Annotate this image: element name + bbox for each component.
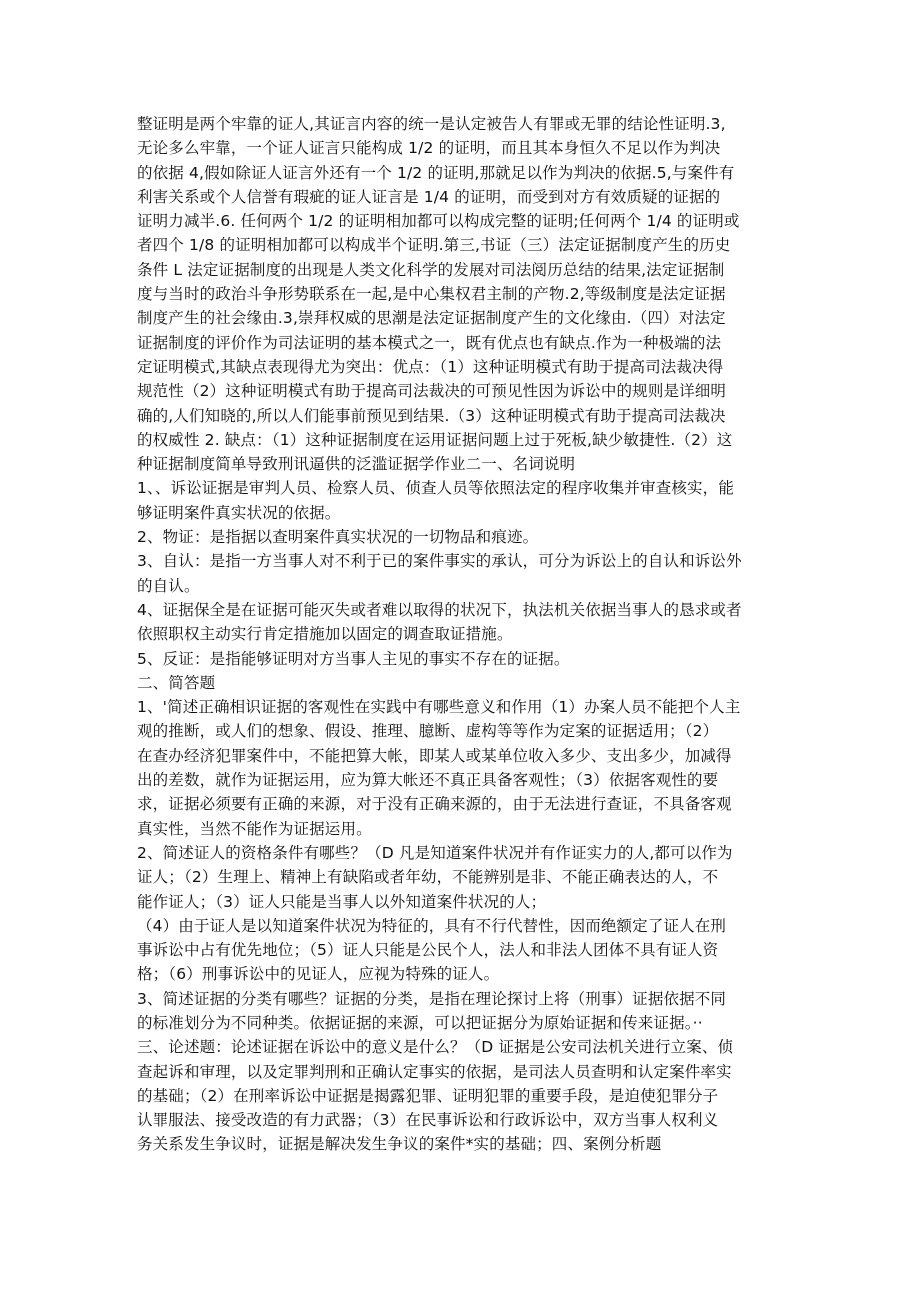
- text-line: 2、简述证人的资格条件有哪些？（D 凡是知道案件状况并有作证实力的人,都可以作为: [137, 843, 733, 862]
- text-line: 者四个 1/8 的证明相加都可以构成半个证明.第三,书证（三）法定证据制度产生的历史: [137, 236, 731, 255]
- text-line: 3、简述证据的分类有哪些？证据的分类，是指在理论探讨上将（刑事）证据依据不同: [137, 989, 727, 1008]
- text-line: 确的,人们知晓的,所以人们能事前预见到结果.（3）这种证明模式有助于提高司法裁决: [137, 406, 726, 425]
- text-line: 的自认。: [137, 576, 200, 595]
- text-line: 在查办经济犯罪案件中，不能把算大帐，即某人或某单位收入多少、支出多少，加减得: [137, 746, 732, 765]
- text-line: 观的推断，或人们的想象、假设、推理、臆断、虚构等等作为定案的证据适用；（2）: [137, 722, 719, 741]
- text-line: 规范性（2）这种证明模式有助于提高司法裁决的可预见性因为诉讼中的规则是详细明: [137, 382, 727, 401]
- text-line: 依照职权主动实行肯定措施加以固定的调查取证措施。: [137, 625, 513, 644]
- text-line: 三、论述题：论述证据在诉讼中的意义是什么？（D 证据是公安司法机关进行立案、侦: [137, 1038, 734, 1057]
- text-line: 制度产生的社会缘由.3,崇拜权威的思潮是法定证据制度产生的文化缘由.（四）对法定: [137, 309, 726, 328]
- text-line: 无论多么牢靠，一个证人证言只能构成 1/2 的证明，而且其本身恒久不足以作为判决: [137, 139, 721, 158]
- text-line: 认罪服法、接受改造的有力武器；（3）在民事诉讼和行政诉讼中，双方当事人权利义: [137, 1111, 719, 1130]
- text-line: 够证明案件真实状况的依据。: [137, 503, 341, 522]
- text-line: 证明力减半.6. 任何两个 1/2 的证明相加都可以构成完整的证明;任何两个 1/4 的证明或: [137, 212, 740, 231]
- text-line: 务关系发生争议时，证据是解决发生争议的案件*实的基础；四、案例分析题: [137, 1135, 662, 1154]
- text-line: 求，证据必须要有正确的来源，对于没有正确来源的，由于无法进行查证，不具备客观: [137, 795, 732, 814]
- text-line: 的标准划分为不同种类。依据证据的来源，可以把证据分为原始证据和传来证据。··: [137, 1013, 703, 1032]
- text-line: 定证明模式,其缺点表现得尤为突出：优点：（1）这种证明模式有助于提高司法裁决得: [137, 357, 724, 376]
- text-line: 4、证据保全是在证据可能灭失或者难以取得的状况下，执法机关依据当事人的恳求或者: [137, 600, 742, 619]
- text-line: 证人；（2）生理上、精神上有缺陷或者年幼，不能辨别是非、不能正确表达的人，不: [137, 868, 719, 887]
- text-line: 出的差数，就作为证据运用，应为算大帐还不真正具备客观性；（3）依据客观性的要: [137, 771, 719, 790]
- text-line: 查起诉和审理，以及定罪判刑和正确认定事实的依据，是司法人员查明和认定案件率实: [137, 1062, 732, 1081]
- text-line: 2、物证：是指据以查明案件真实状况的一切物品和痕迹。: [137, 528, 539, 547]
- text-line: 证据制度的评价作为司法证明的基本模式之一，既有优点也有缺点.作为一种极端的法: [137, 333, 722, 352]
- text-line: 1、、诉讼证据是审判人员、检察人员、侦查人员等依照法定的程序收集并审查核实，能: [137, 479, 734, 498]
- text-line: 5、反证：是指能够证明对方当事人主见的事实不存在的证据。: [137, 649, 570, 668]
- text-line: 的基础；（2）在刑率诉讼中证据是揭露犯罪、证明犯罪的重要手段，是迫使犯罪分子: [137, 1086, 719, 1105]
- text-line: 能作证人；（3）证人只能是当事人以外知道案件状况的人；: [137, 892, 547, 911]
- text-line: 1、'简述正确相识证据的客观性在实践中有哪些意义和作用（1）办案人员不能把个人主: [137, 698, 741, 717]
- text-line: 整证明是两个牢靠的证人,其证言内容的统一是认定被告人有罪或无罪的结论性证明.3,: [137, 115, 726, 133]
- text-line: 事诉讼中占有优先地位；（5）证人只能是公民个人，法人和非法人团体不具有证人资: [137, 941, 719, 960]
- document-body: [137, 112, 785, 1157]
- text-line: 度与当时的政治斗争形势联系在一起,是中心集权君主制的产物.2,等级制度是法定证据: [137, 285, 726, 304]
- text-line: 的依据 4,假如除证人证言外还有一个 1/2 的证明,那就足以作为判决的依据.5,与案件有: [137, 163, 735, 182]
- text-line: 3、自认：是指一方当事人对不利于已的案件事实的承认，可分为诉讼上的自认和诉讼外: [137, 552, 742, 571]
- text-line: 二、简答题: [137, 673, 216, 692]
- text-line: 真实性，当然不能作为证据运用。: [137, 819, 372, 838]
- text-line: 种证据制度简单导致刑讯逼供的泛滥证据学作业二一、名词说明: [137, 455, 576, 474]
- text-line: 条件 L 法定证据制度的出现是人类文化科学的发展对司法阅历总结的结果,法定证据制: [137, 260, 725, 279]
- text-line: 格；（6）刑事诉讼中的见证人，应视为特殊的证人。: [137, 965, 500, 984]
- text-line: （4）由于证人是以知道案件状况为特征的，具有不行代替性，因而绝额定了证人在刑: [137, 916, 727, 935]
- text-line: 的权威性 2. 缺点：（1）这种证据制度在运用证据问题上过于死板,缺少敏捷性.（2）这: [137, 430, 733, 449]
- text-line: 利害关系或个人信誉有瑕疵的证人证言是 1/4 的证明，而受到对方有效质疑的证据的: [137, 187, 721, 206]
